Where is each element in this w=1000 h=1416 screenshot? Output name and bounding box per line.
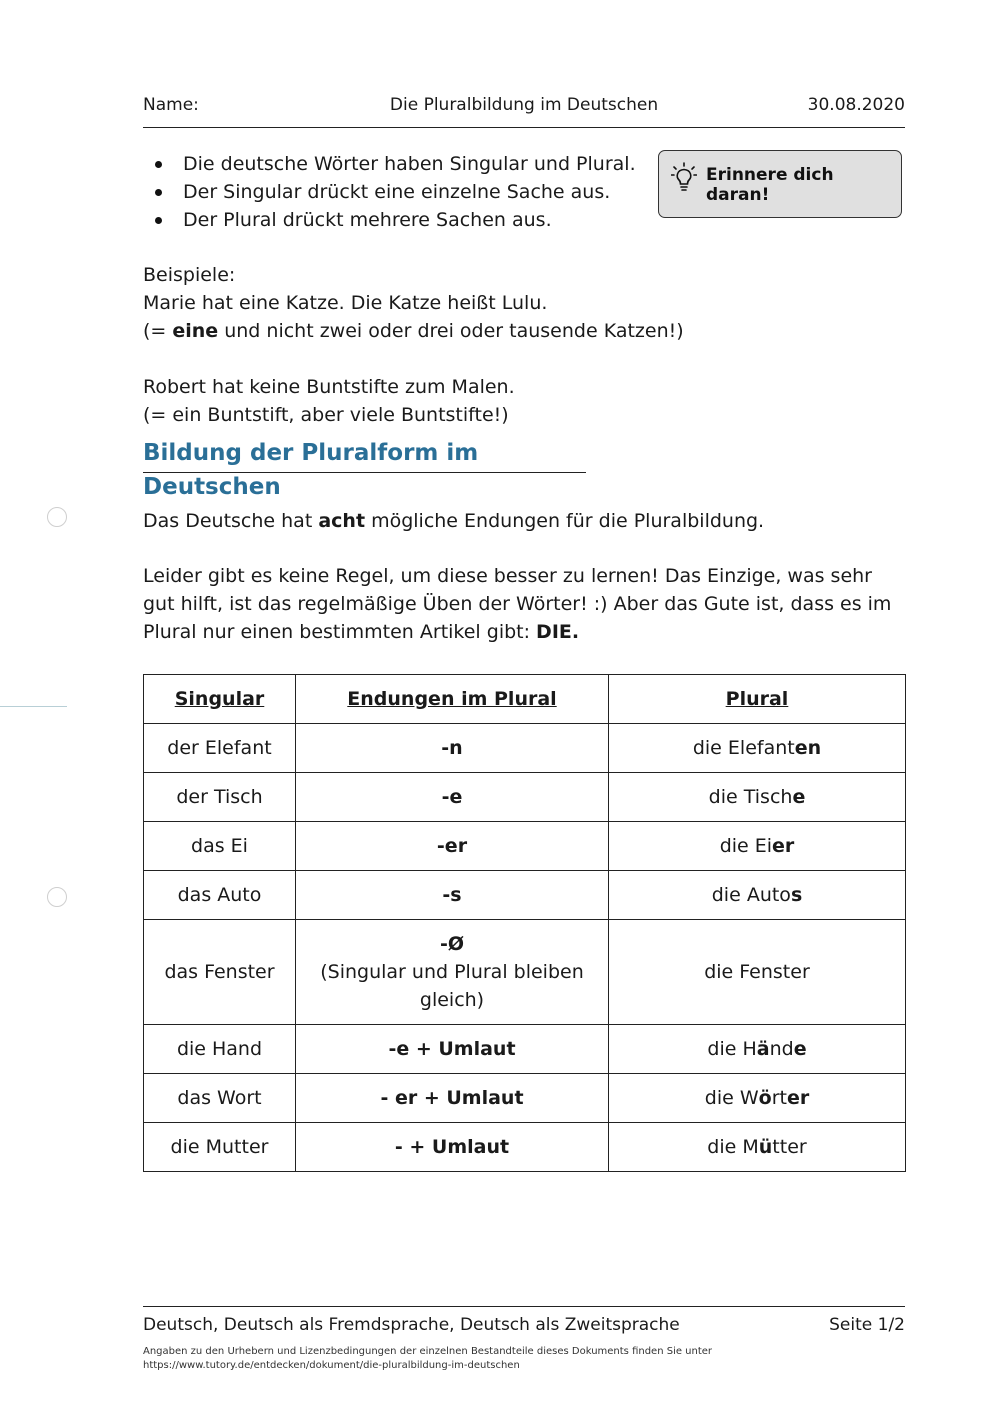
intro-line: Das Deutsche hat acht mögliche Endungen für die Pluralbildung.: [143, 510, 765, 532]
ending-cell: -e: [296, 773, 609, 822]
reminder-box: [658, 150, 902, 218]
ending-cell: -Ø (Singular und Plural bleiben gleich): [296, 920, 609, 1025]
example-line: (= eine und nicht zwei oder drei oder tausende Katzen!): [143, 320, 684, 342]
singular-cell: die Hand: [144, 1025, 296, 1074]
name-label: Name:: [143, 95, 199, 115]
footer-subject: Deutsch, Deutsch als Fremdsprache, Deutsch als Zweitsprache: [143, 1315, 680, 1335]
singular-cell: die Mutter: [144, 1123, 296, 1172]
singular-cell: das Ei: [144, 822, 296, 871]
ending-cell: - er + Umlaut: [296, 1074, 609, 1123]
column-header-endings: Endungen im Plural: [296, 675, 609, 724]
column-header-plural: Plural: [609, 675, 906, 724]
bullet-item: Die deutsche Wörter haben Singular und Plural.: [143, 150, 663, 178]
reminder-text: Erinnere dich daran!: [706, 165, 834, 205]
table-row: [144, 1074, 906, 1123]
plural-cell: die Hände: [609, 1025, 906, 1074]
example-line: Marie hat eine Katze. Die Katze heißt Lulu.: [143, 292, 548, 314]
table-header-row: [144, 675, 906, 724]
examples-heading: Beispiele:: [143, 264, 236, 286]
plural-cell: die Elefanten: [609, 724, 906, 773]
singular-cell: das Auto: [144, 871, 296, 920]
singular-cell: das Fenster: [144, 920, 296, 1025]
bullet-item: Der Singular drückt eine einzelne Sache aus.: [143, 178, 663, 206]
ending-cell: -n: [296, 724, 609, 773]
singular-cell: das Wort: [144, 1074, 296, 1123]
source-link[interactable]: https://www.tutory.de/entdecken/dokument/die-pluralbildung-im-deutschen: [143, 1360, 520, 1371]
page-footer: [143, 1306, 905, 1371]
page-header: [143, 95, 905, 128]
table-row: [144, 724, 906, 773]
table-row: [144, 822, 906, 871]
ending-cell: -er: [296, 822, 609, 871]
plural-cell: die Eier: [609, 822, 906, 871]
section-intro: [143, 507, 903, 535]
document-date: 30.08.2020: [807, 95, 905, 115]
plural-cell: die Fenster: [609, 920, 906, 1025]
page-number: Seite 1/2: [829, 1315, 905, 1335]
punch-hole-marker: [47, 507, 67, 527]
license-note: Angaben zu den Urhebern und Lizenzbedingungen der einzelnen Bestandteile dieses Dokuments finden Sie unter https://www.tutory.de/entdecken/dokument/die-pluralbildung-im-deutschen: [143, 1345, 905, 1373]
plural-cell: die Wörter: [609, 1074, 906, 1123]
table-row: [144, 1025, 906, 1074]
singular-cell: der Tisch: [144, 773, 296, 822]
example-line: Robert hat keine Buntstifte zum Malen.: [143, 376, 515, 398]
table-row: [144, 1123, 906, 1172]
table-row: [144, 871, 906, 920]
ending-cell: - + Umlaut: [296, 1123, 609, 1172]
section-text: [143, 562, 903, 646]
document-title: Die Pluralbildung im Deutschen: [389, 95, 659, 115]
bullet-item: Der Plural drückt mehrere Sachen aus.: [143, 206, 663, 234]
table-row: [144, 920, 906, 1025]
section-paragraph: Leider gibt es keine Regel, um diese besser zu lernen! Das Einzige, was sehr gut hilft, ist das regelmäßige Üben der Wörter! :) Aber das Gute ist, dass es im Plural nur einen bestimmten Artikel gibt: DIE.: [143, 565, 892, 643]
fold-mark: [0, 706, 67, 707]
plural-cell: die Tische: [609, 773, 906, 822]
plural-cell: die Mütter: [609, 1123, 906, 1172]
table-row: [144, 773, 906, 822]
example-line: (= ein Buntstift, aber viele Buntstifte!): [143, 404, 509, 426]
plural-table: [143, 674, 906, 1172]
ending-cell: -e + Umlaut: [296, 1025, 609, 1074]
punch-hole-marker: [47, 887, 67, 907]
intro-bullet-list: [143, 150, 663, 234]
section-title: Bildung der Pluralform im Deutschen: [143, 436, 586, 473]
singular-cell: der Elefant: [144, 724, 296, 773]
examples-block: [143, 261, 903, 429]
ending-cell: -s: [296, 871, 609, 920]
plural-cell: die Autos: [609, 871, 906, 920]
column-header-singular: Singular: [144, 675, 296, 724]
lightbulb-icon: [671, 162, 697, 192]
